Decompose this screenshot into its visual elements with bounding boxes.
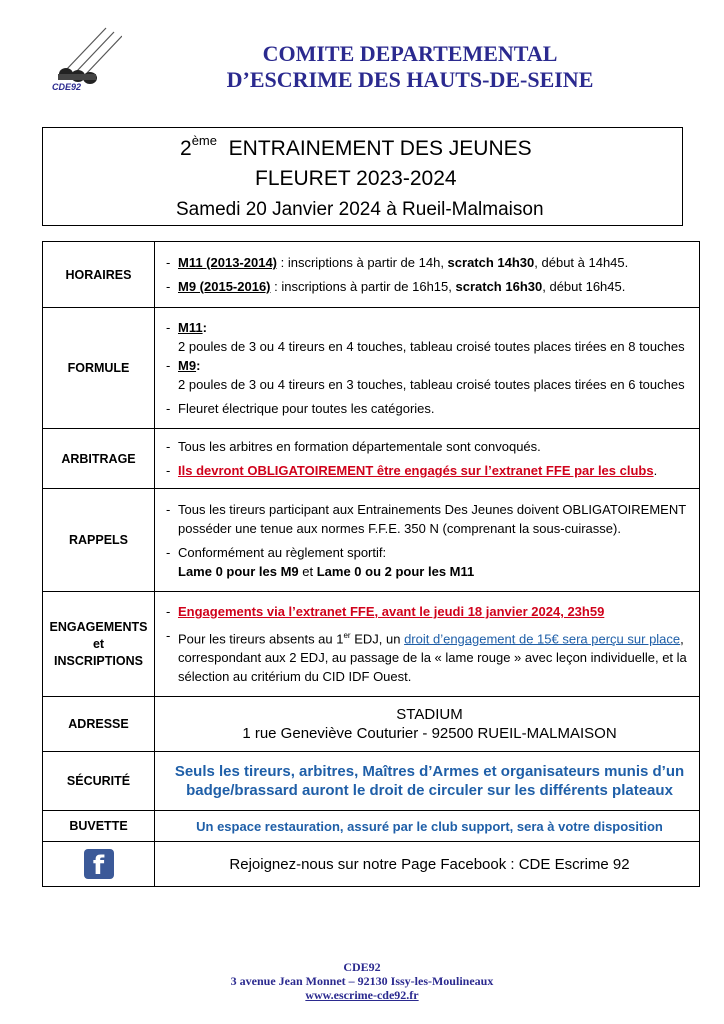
label-horaires: HORAIRES: [43, 242, 155, 308]
row-formule: [43, 308, 700, 429]
label-buvette: BUVETTE: [43, 811, 155, 842]
securite-line1: Seuls les tireurs, arbitres, Maîtres d’Armes et organisateurs munis d’un: [174, 763, 685, 780]
formule-note: - Fleuret électrique pour toutes les catégories.: [166, 399, 693, 418]
footer-website-link[interactable]: www.escrime-cde92.fr: [305, 988, 419, 1002]
arbitrage-line1: - Tous les arbitres en formation départementale sont convoqués.: [166, 437, 693, 456]
facebook-text: Rejoignez-nous sur notre Page Facebook : CDE Escrime 92: [155, 842, 700, 887]
facebook-icon[interactable]: f: [84, 849, 114, 879]
label-arbitrage: ARBITRAGE: [43, 429, 155, 489]
footer-address: 3 avenue Jean Monnet – 92130 Issy-les-Moulineaux: [230, 974, 494, 988]
horaires-m11: - M11 (2013-2014) : inscriptions à partir de 14h, scratch 14h30, début à 14h45.: [166, 253, 693, 272]
arbitrage-line2: - Ils devront OBLIGATOIREMENT être engagés sur l’extranet FFE par les clubs.: [166, 461, 693, 480]
info-table: [42, 241, 700, 887]
engagements-line4: sélection au critérium du CID IDF Ouest.: [178, 669, 412, 685]
label-engagements: ENGAGEMENTS et INSCRIPTIONS: [43, 592, 155, 697]
rappels-line3: Lame 0 pour les M9 et Lame 0 ou 2 pour les M11: [178, 563, 475, 579]
label-formule: FORMULE: [43, 308, 155, 429]
label-adresse: ADRESSE: [43, 697, 155, 752]
label-securite: SÉCURITÉ: [43, 752, 155, 811]
formule-m11-desc: 2 poules de 3 ou 4 tireurs en 4 touches, tableau croisé toutes places tirées en 8 touches: [178, 339, 685, 354]
org-title-line1: COMITE DEPARTEMENTAL: [262, 41, 558, 66]
row-rappels: [43, 489, 700, 592]
engagements-deadline: - Engagements via l’extranet FFE, avant le jeudi 18 janvier 2024, 23h59: [166, 602, 693, 621]
engagements-fee: - Pour les tireurs absents au 1er EDJ, un droit d’engagement de 15€ sera perçu sur place,: [166, 626, 693, 648]
rappels-line1b: posséder une tenue aux normes F.F.E. 350 N (comprenant la sous-cuirasse).: [178, 520, 621, 536]
formule-m11-head: - M11:: [166, 318, 693, 337]
buvette-text: Un espace restauration, assuré par le club support, sera à votre disposition: [155, 811, 700, 842]
row-buvette: [43, 811, 700, 842]
row-horaires: [43, 242, 700, 308]
event-title-line1: 2ème ENTRAINEMENT DES JEUNES: [180, 133, 532, 160]
cde92-logo: [44, 24, 122, 104]
logo-text: CDE92: [52, 82, 82, 92]
adresse-venue: STADIUM: [396, 706, 463, 723]
fee-link[interactable]: droit d’engagement de 15€ sera perçu sur place: [404, 631, 681, 647]
row-facebook: [43, 842, 700, 887]
row-securite: [43, 752, 700, 811]
event-date: Samedi 20 Janvier 2024 à Rueil-Malmaison: [176, 199, 544, 220]
event-title-line2: FLEURET 2023-2024: [255, 167, 457, 190]
securite-line2: badge/brassard auront le droit de circuler sur les différents plateaux: [186, 782, 673, 799]
rappels-line2: - Conformément au règlement sportif:: [166, 543, 693, 562]
row-adresse: [43, 697, 700, 752]
row-arbitrage: [43, 429, 700, 489]
footer-org: CDE92: [343, 960, 381, 974]
row-engagements: [43, 592, 700, 697]
rappels-line1: - Tous les tireurs participant aux Entrainements Des Jeunes doivent OBLIGATOIREMENT: [166, 500, 693, 519]
formule-m9-desc: 2 poules de 3 ou 4 tireurs en 3 touches, tableau croisé toutes places tirées en 6 touches: [178, 377, 685, 392]
horaires-m9: - M9 (2015-2016) : inscriptions à partir de 16h15, scratch 16h30, début 16h45.: [166, 277, 693, 296]
label-rappels: RAPPELS: [43, 489, 155, 592]
formule-m9-head: - M9:: [166, 356, 693, 375]
org-title-line2: D’ESCRIME DES HAUTS-DE-SEINE: [226, 67, 594, 92]
engagements-line3: correspondant aux 2 EDJ, au passage de la « lame rouge » avec leçon individuelle, et la: [178, 650, 687, 666]
fencer-logo-icon: [44, 24, 122, 104]
adresse-street: 1 rue Geneviève Couturier - 92500 RUEIL-MALMAISON: [242, 725, 617, 742]
